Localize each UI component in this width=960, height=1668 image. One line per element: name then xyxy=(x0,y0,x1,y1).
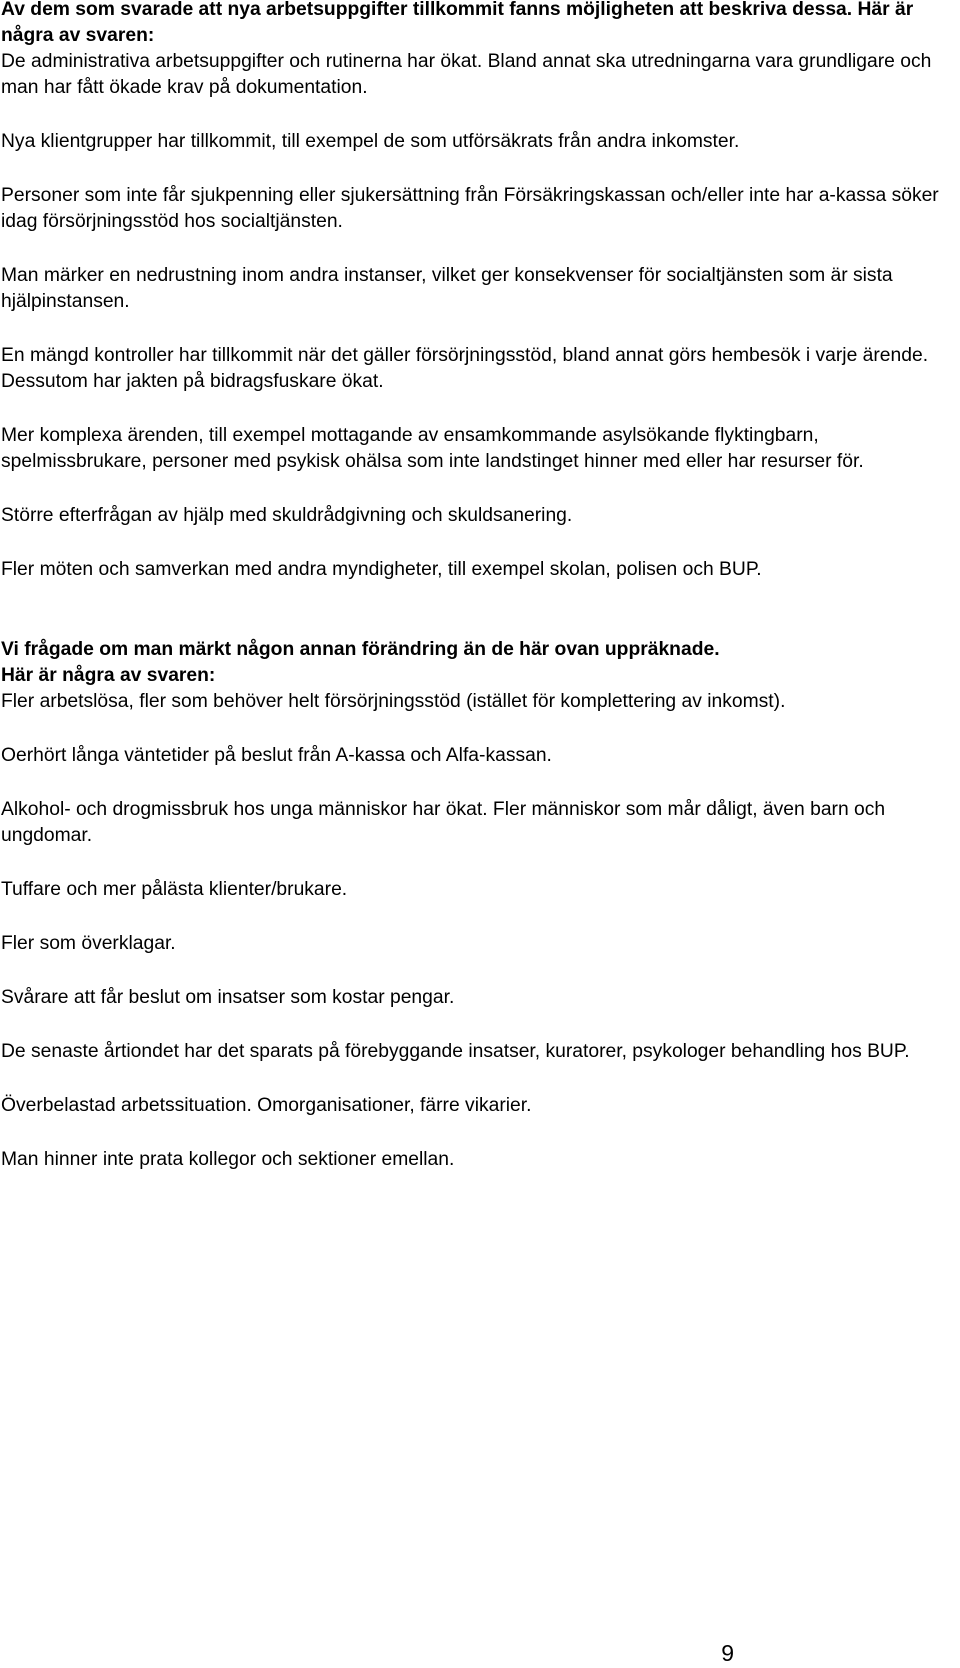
answer-paragraph: De senaste årtiondet har det sparats på förebyggande insatser, kuratorer, psykologer behandling hos BUP. xyxy=(1,1041,910,1062)
answer-paragraph: Personer som inte får sjukpenning eller sjukersättning från Försäkringskassan och/eller inte har a-kassa söker idag försörjningsstöd hos socialtjänsten. xyxy=(1,185,939,232)
answer-paragraph: Fler arbetslösa, fler som behöver helt försörjningsstöd (istället för komplettering av inkomst). xyxy=(1,691,786,712)
answer-paragraph: Fler möten och samverkan med andra myndigheter, till exempel skolan, polisen och BUP. xyxy=(1,559,762,580)
answer-paragraph: De administrativa arbetsuppgifter och rutinerna har ökat. Bland annat ska utredningarna vara grundligare och man har fått ökade krav på dokumentation. xyxy=(1,51,932,98)
answer-paragraph: Man hinner inte prata kollegor och sektioner emellan. xyxy=(1,1149,455,1170)
section2-intro: Här är några av svaren: xyxy=(1,665,216,686)
answer-paragraph: Oerhört långa väntetider på beslut från A-kassa och Alfa-kassan. xyxy=(1,745,552,766)
answer-paragraph: Tuffare och mer pålästa klienter/brukare. xyxy=(1,879,348,900)
document-body xyxy=(1,0,946,1173)
answer-paragraph: Överbelastad arbetssituation. Omorganisationer, färre vikarier. xyxy=(1,1095,532,1116)
answer-paragraph: Alkohol- och drogmissbruk hos unga människor har ökat. Fler människor som mår dåligt, även barn och ungdomar. xyxy=(1,799,886,846)
answer-paragraph: Nya klientgrupper har tillkommit, till exempel de som utförsäkrats från andra inkomster. xyxy=(1,131,740,152)
answer-paragraph: Fler som överklagar. xyxy=(1,933,176,954)
page-number: 9 xyxy=(721,1640,734,1666)
answer-paragraph: Svårare att får beslut om insatser som kostar pengar. xyxy=(1,987,455,1008)
section2-question: Vi frågade om man märkt någon annan förändring än de här ovan uppräknade. xyxy=(1,639,720,660)
answer-paragraph: Större efterfrågan av hjälp med skuldrådgivning och skuldsanering. xyxy=(1,505,573,526)
answer-paragraph: Mer komplexa ärenden, till exempel mottagande av ensamkommande asylsökande flyktingbarn, spelmissbrukare, personer med psykisk ohälsa som inte landstinget hinner med eller har resurser för. xyxy=(1,425,864,472)
answer-paragraph: En mängd kontroller har tillkommit när det gäller försörjningsstöd, bland annat görs hembesök i varje ärende. Dessutom har jakten på bidragsfuskare ökat. xyxy=(1,345,929,392)
section1-intro: Av dem som svarade att nya arbetsuppgifter tillkommit fanns möjligheten att beskriva dessa. Här är några av svaren: xyxy=(1,0,914,46)
answer-paragraph: Man märker en nedrustning inom andra instanser, vilket ger konsekvenser för socialtjänsten som är sista hjälpinstansen. xyxy=(1,265,893,312)
